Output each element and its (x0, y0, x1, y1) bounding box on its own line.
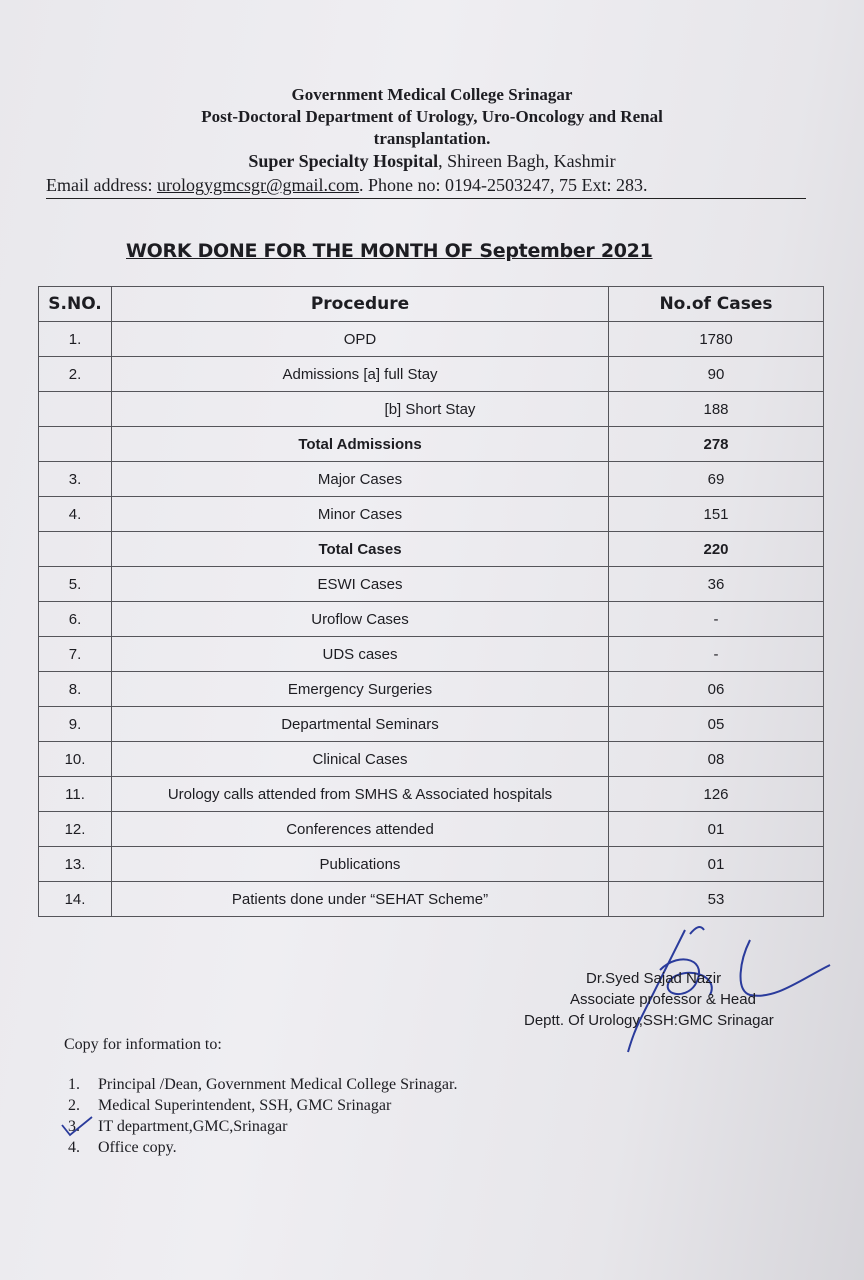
cell-sno: 11. (39, 777, 112, 812)
cell-sno: 12. (39, 812, 112, 847)
table-row (39, 882, 824, 917)
cell-sno (39, 532, 112, 567)
signatory-designation: Associate professor & Head (570, 991, 756, 1008)
cell-cases: 69 (609, 462, 824, 497)
cell-procedure: Patients done under “SEHAT Scheme” (112, 882, 609, 917)
cell-sno: 6. (39, 602, 112, 637)
cell-procedure: Urology calls attended from SMHS & Associated hospitals (112, 777, 609, 812)
list-item: 2. Medical Superintendent, SSH, GMC Srinagar (68, 1097, 392, 1114)
table-row (39, 707, 824, 742)
cell-sno: 4. (39, 497, 112, 532)
cell-sno: 9. (39, 707, 112, 742)
cell-cases: - (609, 602, 824, 637)
signatory-department: Deptt. Of Urology,SSH:GMC Srinagar (524, 1012, 774, 1029)
table-row (39, 462, 824, 497)
institution-name: Government Medical College Srinagar (291, 85, 573, 104)
cell-procedure: Publications (112, 847, 609, 882)
copy-list (68, 1074, 457, 1158)
cell-procedure: Emergency Surgeries (112, 672, 609, 707)
department-name-cont: transplantation. (373, 129, 491, 148)
table-row (39, 637, 824, 672)
list-item: 3. IT department,GMC,Srinagar (68, 1118, 288, 1135)
table-row (39, 777, 824, 812)
cell-sno: 1. (39, 322, 112, 357)
copy-heading: Copy for information to: (64, 1036, 222, 1053)
cell-cases: - (609, 637, 824, 672)
cell-sno: 3. (39, 462, 112, 497)
document-title: WORK DONE FOR THE MONTH OF September 2021 (126, 240, 653, 262)
cell-procedure: UDS cases (112, 637, 609, 672)
table-row (39, 742, 824, 777)
cell-cases: 53 (609, 882, 824, 917)
list-item: 4. Office copy. (68, 1139, 177, 1156)
table-row (39, 392, 824, 427)
cell-procedure: Minor Cases (112, 497, 609, 532)
cell-cases: 1780 (609, 322, 824, 357)
cell-sno: 5. (39, 567, 112, 602)
table-row (39, 602, 824, 637)
table-row (39, 497, 824, 532)
email-label: Email address: (46, 175, 157, 195)
cell-procedure: Clinical Cases (112, 742, 609, 777)
cell-procedure: Departmental Seminars (112, 707, 609, 742)
cell-sno: 7. (39, 637, 112, 672)
list-item: 1. Principal /Dean, Government Medical College Srinagar. (68, 1076, 458, 1093)
table-row (39, 812, 824, 847)
cell-sno (39, 392, 112, 427)
cell-procedure: [b] Short Stay (112, 392, 609, 427)
cell-procedure: Total Cases (112, 532, 609, 567)
table-header-row (39, 287, 824, 322)
header-procedure: Procedure (112, 287, 609, 322)
cell-cases: 05 (609, 707, 824, 742)
department-name: Post-Doctoral Department of Urology, Uro-Oncology and Renal (201, 107, 663, 126)
table-row (39, 847, 824, 882)
cell-cases: 278 (609, 427, 824, 462)
cell-procedure: Major Cases (112, 462, 609, 497)
table-row (39, 427, 824, 462)
cell-cases: 36 (609, 567, 824, 602)
cell-cases: 06 (609, 672, 824, 707)
cell-cases: 01 (609, 847, 824, 882)
cell-sno: 14. (39, 882, 112, 917)
table-row (39, 322, 824, 357)
cell-procedure: OPD (112, 322, 609, 357)
cell-procedure: Total Admissions (112, 427, 609, 462)
cell-cases: 220 (609, 532, 824, 567)
cell-cases: 126 (609, 777, 824, 812)
hospital-address: Super Specialty Hospital, Shireen Bagh, Kashmir (248, 151, 616, 171)
cell-procedure: Admissions [a] full Stay (112, 357, 609, 392)
cell-sno: 13. (39, 847, 112, 882)
cell-sno: 10. (39, 742, 112, 777)
header-sno: S.NO. (39, 287, 112, 322)
check-mark-icon (58, 1115, 94, 1137)
cell-sno: 8. (39, 672, 112, 707)
table-row (39, 672, 824, 707)
cell-procedure: Conferences attended (112, 812, 609, 847)
phone-text: . Phone no: 0194-2503247, 75 Ext: 283. (359, 175, 648, 195)
cell-procedure: Uroflow Cases (112, 602, 609, 637)
cell-sno (39, 427, 112, 462)
contact-line (46, 174, 806, 199)
signatory-name: Dr.Syed Sajad Nazir (586, 970, 722, 987)
table-row (39, 567, 824, 602)
table-row (39, 357, 824, 392)
cell-cases: 188 (609, 392, 824, 427)
cell-sno: 2. (39, 357, 112, 392)
cell-cases: 90 (609, 357, 824, 392)
cell-cases: 151 (609, 497, 824, 532)
cell-procedure: ESWI Cases (112, 567, 609, 602)
table-row (39, 532, 824, 567)
header-cases: No.of Cases (609, 287, 824, 322)
email-address[interactable]: urologygmcsgr@gmail.com (156, 175, 360, 195)
cell-cases: 08 (609, 742, 824, 777)
cell-cases: 01 (609, 812, 824, 847)
work-done-table (38, 286, 824, 917)
